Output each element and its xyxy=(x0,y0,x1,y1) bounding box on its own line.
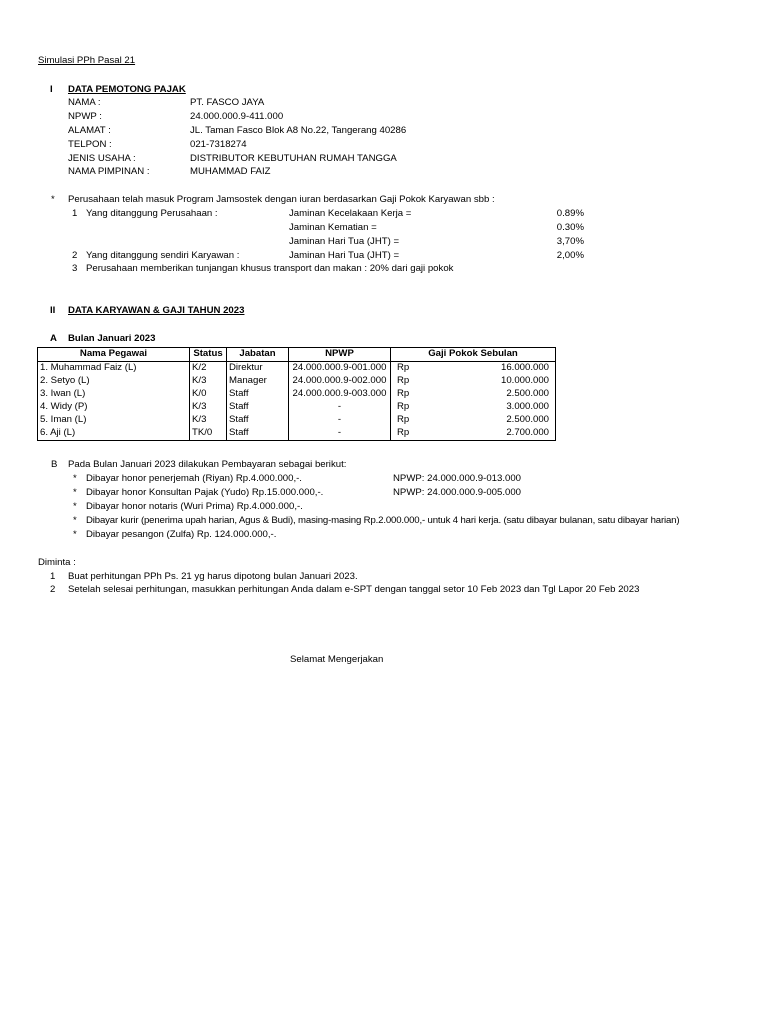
payment-text: Dibayar honor Konsultan Pajak (Yudo) Rp.15.000.000,-. xyxy=(86,487,324,498)
field-value-npwp: 24.000.000.9-411.000 xyxy=(190,111,284,122)
diminta-item-text: Setelah selesai perhitungan, masukkan perhitungan Anda dalam e-SPT dengan tanggal setor 10 Feb 2023 dan Tgl Lapor 20 Feb 2023 xyxy=(68,584,640,595)
cell-jabatan: Staff xyxy=(227,414,289,427)
cell-currency: Rp xyxy=(391,388,423,401)
diminta-item-number: 2 xyxy=(50,584,56,595)
header-status: Status xyxy=(190,348,227,362)
jamsostek-item3-text: Perusahaan memberikan tunjangan khusus transport dan makan : 20% dari gaji pokok xyxy=(86,263,454,274)
cell-jabatan: Staff xyxy=(227,388,289,401)
closing-text: Selamat Mengerjakan xyxy=(290,654,384,665)
cell-status: TK/0 xyxy=(190,427,227,441)
field-label-nama: NAMA : xyxy=(68,97,101,108)
jamsostek-item-number: 2 xyxy=(72,250,78,261)
document-title: Simulasi PPh Pasal 21 xyxy=(38,55,136,66)
sub-b-intro: Pada Bulan Januari 2023 dilakukan Pembayaran sebagai berikut: xyxy=(68,459,347,470)
jamsostek-item-label: Yang ditanggung Perusahaan : xyxy=(86,208,218,219)
jamsostek-item-number: 1 xyxy=(72,208,78,219)
cell-npwp: 24.000.000.9-002.000 xyxy=(289,375,391,388)
payment-bullet: * xyxy=(73,529,77,540)
cell-npwp: 24.000.000.9-003.000 xyxy=(289,388,391,401)
cell-status: K/3 xyxy=(190,414,227,427)
cell-jabatan: Manager xyxy=(227,375,289,388)
cell-nama: 1. Muhammad Faiz (L) xyxy=(40,362,137,374)
field-value-nama: PT. FASCO JAYA xyxy=(190,97,265,108)
payment-bullet: * xyxy=(73,473,77,484)
jamsostek-item-number: 3 xyxy=(72,263,78,274)
jamsostek-item-rate: 2,00% xyxy=(556,250,584,261)
jamsostek-item-desc: Jaminan Hari Tua (JHT) = xyxy=(289,250,400,261)
cell-npwp: - xyxy=(289,414,391,427)
jamsostek-bullet: * xyxy=(51,194,55,205)
cell-npwp: 24.000.000.9-001.000 xyxy=(289,362,391,376)
table-row xyxy=(38,388,556,401)
jamsostek-intro: Perusahaan telah masuk Program Jamsostek dengan iuran berdasarkan Gaji Pokok Karyawan sbb : xyxy=(68,194,495,205)
cell-jabatan: Direktur xyxy=(227,362,289,376)
cell-currency: Rp xyxy=(391,375,423,388)
cell-gaji: 3.000.000 xyxy=(506,401,550,413)
field-value-jenis-usaha: DISTRIBUTOR KEBUTUHAN RUMAH TANGGA xyxy=(190,153,397,164)
diminta-item-text: Buat perhitungan PPh Ps. 21 yg harus dipotong bulan Januari 2023. xyxy=(68,571,358,582)
payment-bullet: * xyxy=(73,501,77,512)
table-row xyxy=(38,427,556,441)
cell-gaji: 2.700.000 xyxy=(506,427,550,439)
jamsostek-item-rate: 3,70% xyxy=(556,236,584,247)
payment-bullet: * xyxy=(73,515,77,526)
payment-text: Dibayar pesangon (Zulfa) Rp. 124.000.000,-. xyxy=(86,529,277,540)
cell-gaji: 2.500.000 xyxy=(506,388,550,400)
cell-nama: 5. Iman (L) xyxy=(40,414,87,426)
section-2-heading: DATA KARYAWAN & GAJI TAHUN 2023 xyxy=(68,305,245,316)
sub-a-letter: A xyxy=(50,333,57,344)
header-gaji-pokok: Gaji Pokok Sebulan xyxy=(391,348,556,362)
cell-status: K/2 xyxy=(190,362,227,376)
field-label-alamat: ALAMAT : xyxy=(68,125,111,136)
table-row xyxy=(38,414,556,427)
section-1-heading: DATA PEMOTONG PAJAK xyxy=(68,84,186,95)
sub-a-title: Bulan Januari 2023 xyxy=(68,333,156,344)
cell-currency: Rp xyxy=(391,401,423,414)
cell-currency: Rp xyxy=(391,427,423,441)
table-row xyxy=(38,375,556,388)
payment-text: Dibayar kurir (penerima upah harian, Agus & Budi), masing-masing Rp.2.000.000,- untuk 4 hari kerja. (satu dibayar bulanan, satu dibayar harian) xyxy=(86,515,680,526)
table-header-row xyxy=(38,348,556,362)
cell-jabatan: Staff xyxy=(227,401,289,414)
header-jabatan: Jabatan xyxy=(227,348,289,362)
jamsostek-item-rate: 0.89% xyxy=(556,208,584,219)
cell-nama: 3. Iwan (L) xyxy=(40,388,86,400)
payment-text: Dibayar honor notaris (Wuri Prima) Rp.4.000.000,-. xyxy=(86,501,303,512)
field-value-telpon: 021-7318274 xyxy=(190,139,247,150)
cell-status: K/0 xyxy=(190,388,227,401)
table-row xyxy=(38,362,556,376)
field-label-telpon: TELPON : xyxy=(68,139,112,150)
jamsostek-item-label: Yang ditanggung sendiri Karyawan : xyxy=(86,250,240,261)
header-nama-pegawai: Nama Pegawai xyxy=(38,348,190,362)
cell-gaji: 16.000.000 xyxy=(501,362,550,374)
cell-currency: Rp xyxy=(391,414,423,427)
cell-nama: 6. Aji (L) xyxy=(40,427,76,439)
cell-npwp: - xyxy=(289,427,391,441)
jamsostek-item-desc: Jaminan Hari Tua (JHT) = xyxy=(289,236,400,247)
sub-b-letter: B xyxy=(51,459,58,470)
payment-bullet: * xyxy=(73,487,77,498)
diminta-label: Diminta : xyxy=(38,557,76,568)
payment-npwp: NPWP: 24.000.000.9-013.000 xyxy=(393,473,522,484)
field-label-npwp: NPWP : xyxy=(68,111,102,122)
cell-nama: 4. Widy (P) xyxy=(40,401,88,413)
cell-npwp: - xyxy=(289,401,391,414)
employee-table xyxy=(37,347,556,441)
cell-status: K/3 xyxy=(190,401,227,414)
jamsostek-item-rate: 0.30% xyxy=(556,222,584,233)
header-npwp: NPWP xyxy=(289,348,391,362)
jamsostek-item-desc: Jaminan Kecelakaan Kerja = xyxy=(289,208,412,219)
field-label-nama-pimpinan: NAMA PIMPINAN : xyxy=(68,166,150,177)
cell-currency: Rp xyxy=(391,362,423,376)
diminta-item-number: 1 xyxy=(50,571,56,582)
section-1-number: I xyxy=(50,84,53,95)
payment-text: Dibayar honor penerjemah (Riyan) Rp.4.000.000,-. xyxy=(86,473,302,484)
payment-npwp: NPWP: 24.000.000.9-005.000 xyxy=(393,487,522,498)
cell-nama: 2. Setyo (L) xyxy=(40,375,90,387)
jamsostek-item-desc: Jaminan Kematian = xyxy=(289,222,377,233)
field-value-nama-pimpinan: MUHAMMAD FAIZ xyxy=(190,166,271,177)
cell-gaji: 2.500.000 xyxy=(506,414,550,426)
field-label-jenis-usaha: JENIS USAHA : xyxy=(68,153,136,164)
cell-status: K/3 xyxy=(190,375,227,388)
cell-jabatan: Staff xyxy=(227,427,289,441)
cell-gaji: 10.000.000 xyxy=(501,375,550,387)
field-value-alamat: JL. Taman Fasco Blok A8 No.22, Tangerang 40286 xyxy=(190,125,407,136)
section-2-number: II xyxy=(50,305,56,316)
table-row xyxy=(38,401,556,414)
